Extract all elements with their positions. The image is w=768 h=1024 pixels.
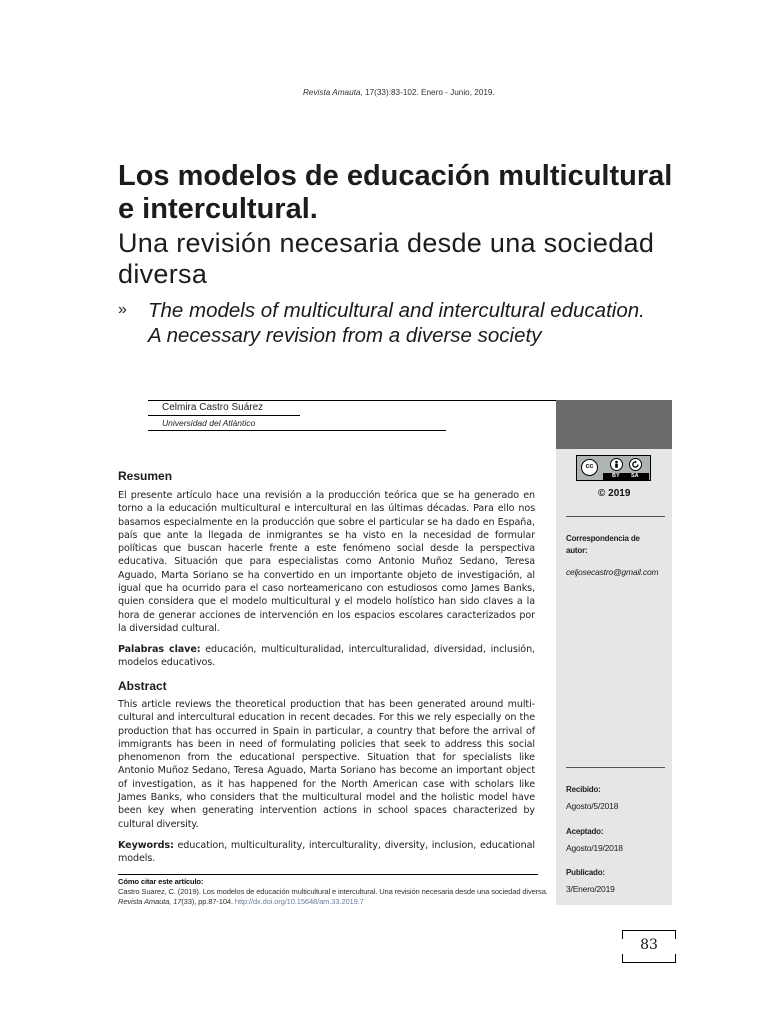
doi-link[interactable]: http://dx.doi.org/10.15648/am.33.2019.7 [234,897,364,906]
cc-by-sa-icon [576,455,651,481]
license-strip [603,473,649,480]
share-alike-icon [629,458,642,471]
abstract-text: This article reviews the theoretical production that has been generated around multi-cultural and intercultural education in recent decades. For this we rely especially on the production that has occurred in Spain in particular, a country that before the arrival of immigrants has been in need of formulating policies that seek to address this social phenomenon from the educational perspective. Situation that for specialists like Antonio Muñoz Sedano, Teresa Aguado, Marta Soriano has become an important object of investigation, as it has happened for the North American case with scholars like James Banks, who considers that the multicultural model and the holistic model have been key when generating intervention actions in school spaces characterized by cultural diversity. [118,699,535,830]
keywords-label: Keywords: [118,840,174,851]
affiliation-rule [148,430,446,431]
citation-heading: Cómo citar este artículo: [118,877,204,886]
page-number-box [622,930,676,963]
abstract-heading: Abstract [118,679,167,693]
citation-journal: Revista Amauta, 17 [118,897,182,906]
author-name: Celmira Castro Suárez [162,402,264,413]
attribution-icon [610,458,623,471]
author-affiliation: Universidad del Atlántico [162,418,256,428]
citation-rule [118,874,538,875]
received-label: Recibido: [566,785,601,794]
issue-details: 17(33):83-102. Enero - Junio, 2019. [362,88,495,97]
citation-line [118,897,548,907]
resumen-text: El presente artículo hace una revisión a la producción teórica que se ha generado en torno a la educación multicultural e intercultural en las últimas décadas. Para ello nos basamos especialmente en la producción que sobre el particular se ha dado en España, país que ante la llegada de inmigrantes se ha visto en la necesidad de formular políticas que buscan hacerle frente a este fenómeno social desde la perspectiva educativa. Situación que para especialistas como Antonio Muñoz Sedano, Teresa Aguado, Marta Soriano se ha convertido en un importante objeto de investigación, al igual que ha ocurrido para el caso norteamericano con estudiosos como James Banks, quien considera que el modelo multicultural y el modelo holístico han sido claves a la hora de generar acciones de intervención en los espacios escolares caracterizados por la diversidad cultural. [118,490,535,634]
keywords-list: education, multiculturality, interculturality, diversity, inclusion, educational models. [118,840,535,865]
sidebar-header-block [556,400,672,449]
published-date: 3/Enero/2019 [566,884,615,894]
copyright: © 2019 [598,488,631,499]
published-label: Publicado: [566,868,605,877]
english-title-marker: » [118,301,127,318]
journal-name: Revista Amauta, [303,88,363,97]
correspondence-email[interactable]: celjosecastro@gmail.com [566,567,659,577]
author-rule [148,415,300,416]
english-title: The models of multicultural and intercultural education. A necessary revision from a diverse society [148,299,645,347]
correspondence-label: Correspondencia de autor: [566,534,640,555]
accepted-label: Aceptado: [566,827,604,836]
author-top-rule [148,400,556,401]
resumen-heading: Resumen [118,469,173,483]
running-header [303,88,495,97]
abstract-keywords [118,839,535,866]
received-date: Agosto/5/2018 [566,801,619,811]
citation-block [118,877,548,907]
page-number: 83 [640,937,658,953]
sidebar-rule [566,516,665,517]
article-title: Los modelos de educación multicultural e intercultural. [118,160,673,225]
keywords-label: Palabras clave: [118,644,201,655]
accepted-date: Agosto/19/2018 [566,843,623,853]
resumen-keywords [118,643,535,670]
sidebar-rule [566,767,665,768]
citation-line: Castro Suarez, C. (2019). Los modelos de educación multicultural e intercultural. Una revisión necesaria desde una sociedad diversa. [118,887,548,896]
keywords-list: educación, multiculturalidad, interculturalidad, diversidad, inclusión, modelos educativos. [118,644,535,669]
citation-details: (33), pp.87-104. [181,897,235,906]
cc-logo-icon: cc [581,459,598,476]
by-label: BY [612,473,620,479]
sa-label: SA [631,473,639,479]
article-subtitle: Una revisión necesaria desde una sociedad diversa [118,228,655,289]
